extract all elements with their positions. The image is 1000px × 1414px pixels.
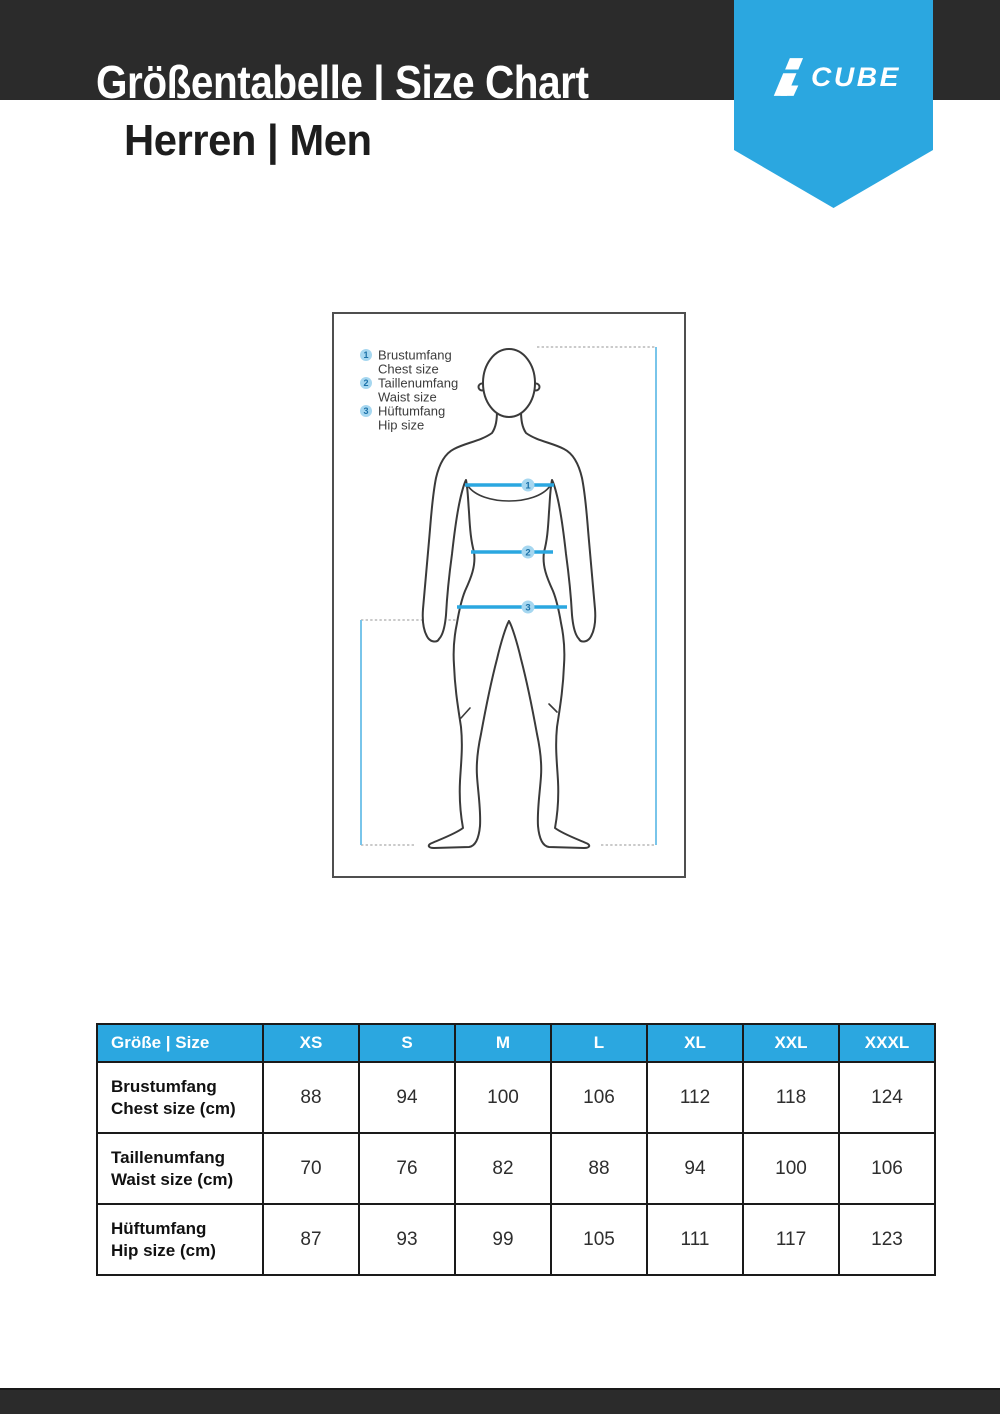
table-row-waist (97, 1133, 935, 1204)
waist-m: 82 (455, 1133, 551, 1204)
col-header-xs: XS (263, 1024, 359, 1062)
waist-xxl: 100 (743, 1133, 839, 1204)
chest-l: 106 (551, 1062, 647, 1133)
legend-number-3: 3 (363, 406, 369, 417)
chest-xxxl: 124 (839, 1062, 935, 1133)
legend-hip-en: Hip size (378, 417, 425, 433)
col-header-l: L (551, 1024, 647, 1062)
row-label-chest (97, 1062, 263, 1133)
waist-xxxl: 106 (839, 1133, 935, 1204)
col-header-s: S (359, 1024, 455, 1062)
waist-l: 88 (551, 1133, 647, 1204)
chest-m: 100 (455, 1062, 551, 1133)
legend-chest-de: Brustumfang (378, 347, 452, 363)
size-table (96, 1023, 936, 1276)
footer-bar (0, 1388, 1000, 1414)
table-row-chest (97, 1062, 935, 1133)
row-label-hip (97, 1204, 263, 1275)
body-figure (423, 349, 596, 848)
ribbon-shape (734, 0, 933, 208)
diagram-legend (360, 348, 458, 433)
row-label-waist-en: Waist size (cm) (111, 1169, 234, 1189)
legend-waist-de: Taillenumfang (378, 375, 459, 391)
waist-xs: 70 (263, 1133, 359, 1204)
legend-chest-en: Chest size (378, 361, 439, 377)
col-header-xxl: XXL (743, 1024, 839, 1062)
hip-xs: 87 (263, 1204, 359, 1275)
col-header-xxxl: XXXL (839, 1024, 935, 1062)
chest-s: 94 (359, 1062, 455, 1133)
waist-marker-number: 2 (525, 547, 531, 559)
row-label-waist (97, 1133, 263, 1204)
row-label-chest-de: Brustumfang (111, 1076, 217, 1096)
head (483, 349, 535, 417)
hip-s: 93 (359, 1204, 455, 1275)
hip-xxxl: 123 (839, 1204, 935, 1275)
legend-number-1: 1 (363, 350, 369, 361)
row-label-chest-en: Chest size (cm) (111, 1098, 236, 1118)
waist-xl: 94 (647, 1133, 743, 1204)
hip-marker-number: 3 (525, 602, 531, 614)
chest-marker-number: 1 (525, 480, 531, 492)
page-title: Größentabelle | Size Chart (96, 56, 589, 108)
waist-s: 76 (359, 1133, 455, 1204)
cube-logo-icon (770, 56, 804, 98)
col-header-m: M (455, 1024, 551, 1062)
cube-logo-text: CUBE (810, 61, 901, 92)
page-subtitle: Herren | Men (124, 116, 372, 165)
table-header-row (97, 1024, 935, 1062)
table-row-hip (97, 1204, 935, 1275)
brand-ribbon (734, 0, 933, 208)
hip-xxl: 117 (743, 1204, 839, 1275)
legend-hip-de: Hüftumfang (378, 403, 446, 419)
row-label-waist-de: Taillenumfang (111, 1147, 225, 1167)
hip-l: 105 (551, 1204, 647, 1275)
chest-xs: 88 (263, 1062, 359, 1133)
chest-xl: 112 (647, 1062, 743, 1133)
legend-waist-en: Waist size (378, 389, 437, 405)
legend-number-2: 2 (363, 378, 369, 389)
hip-xl: 111 (647, 1204, 743, 1275)
chest-xxl: 118 (743, 1062, 839, 1133)
row-label-hip-de: Hüftumfang (111, 1218, 207, 1238)
size-diagram (332, 312, 686, 878)
col-header-xl: XL (647, 1024, 743, 1062)
row-label-hip-en: Hip size (cm) (111, 1240, 216, 1260)
cube-logo (734, 56, 933, 98)
col-header-size: Größe | Size (97, 1024, 263, 1062)
hip-m: 99 (455, 1204, 551, 1275)
